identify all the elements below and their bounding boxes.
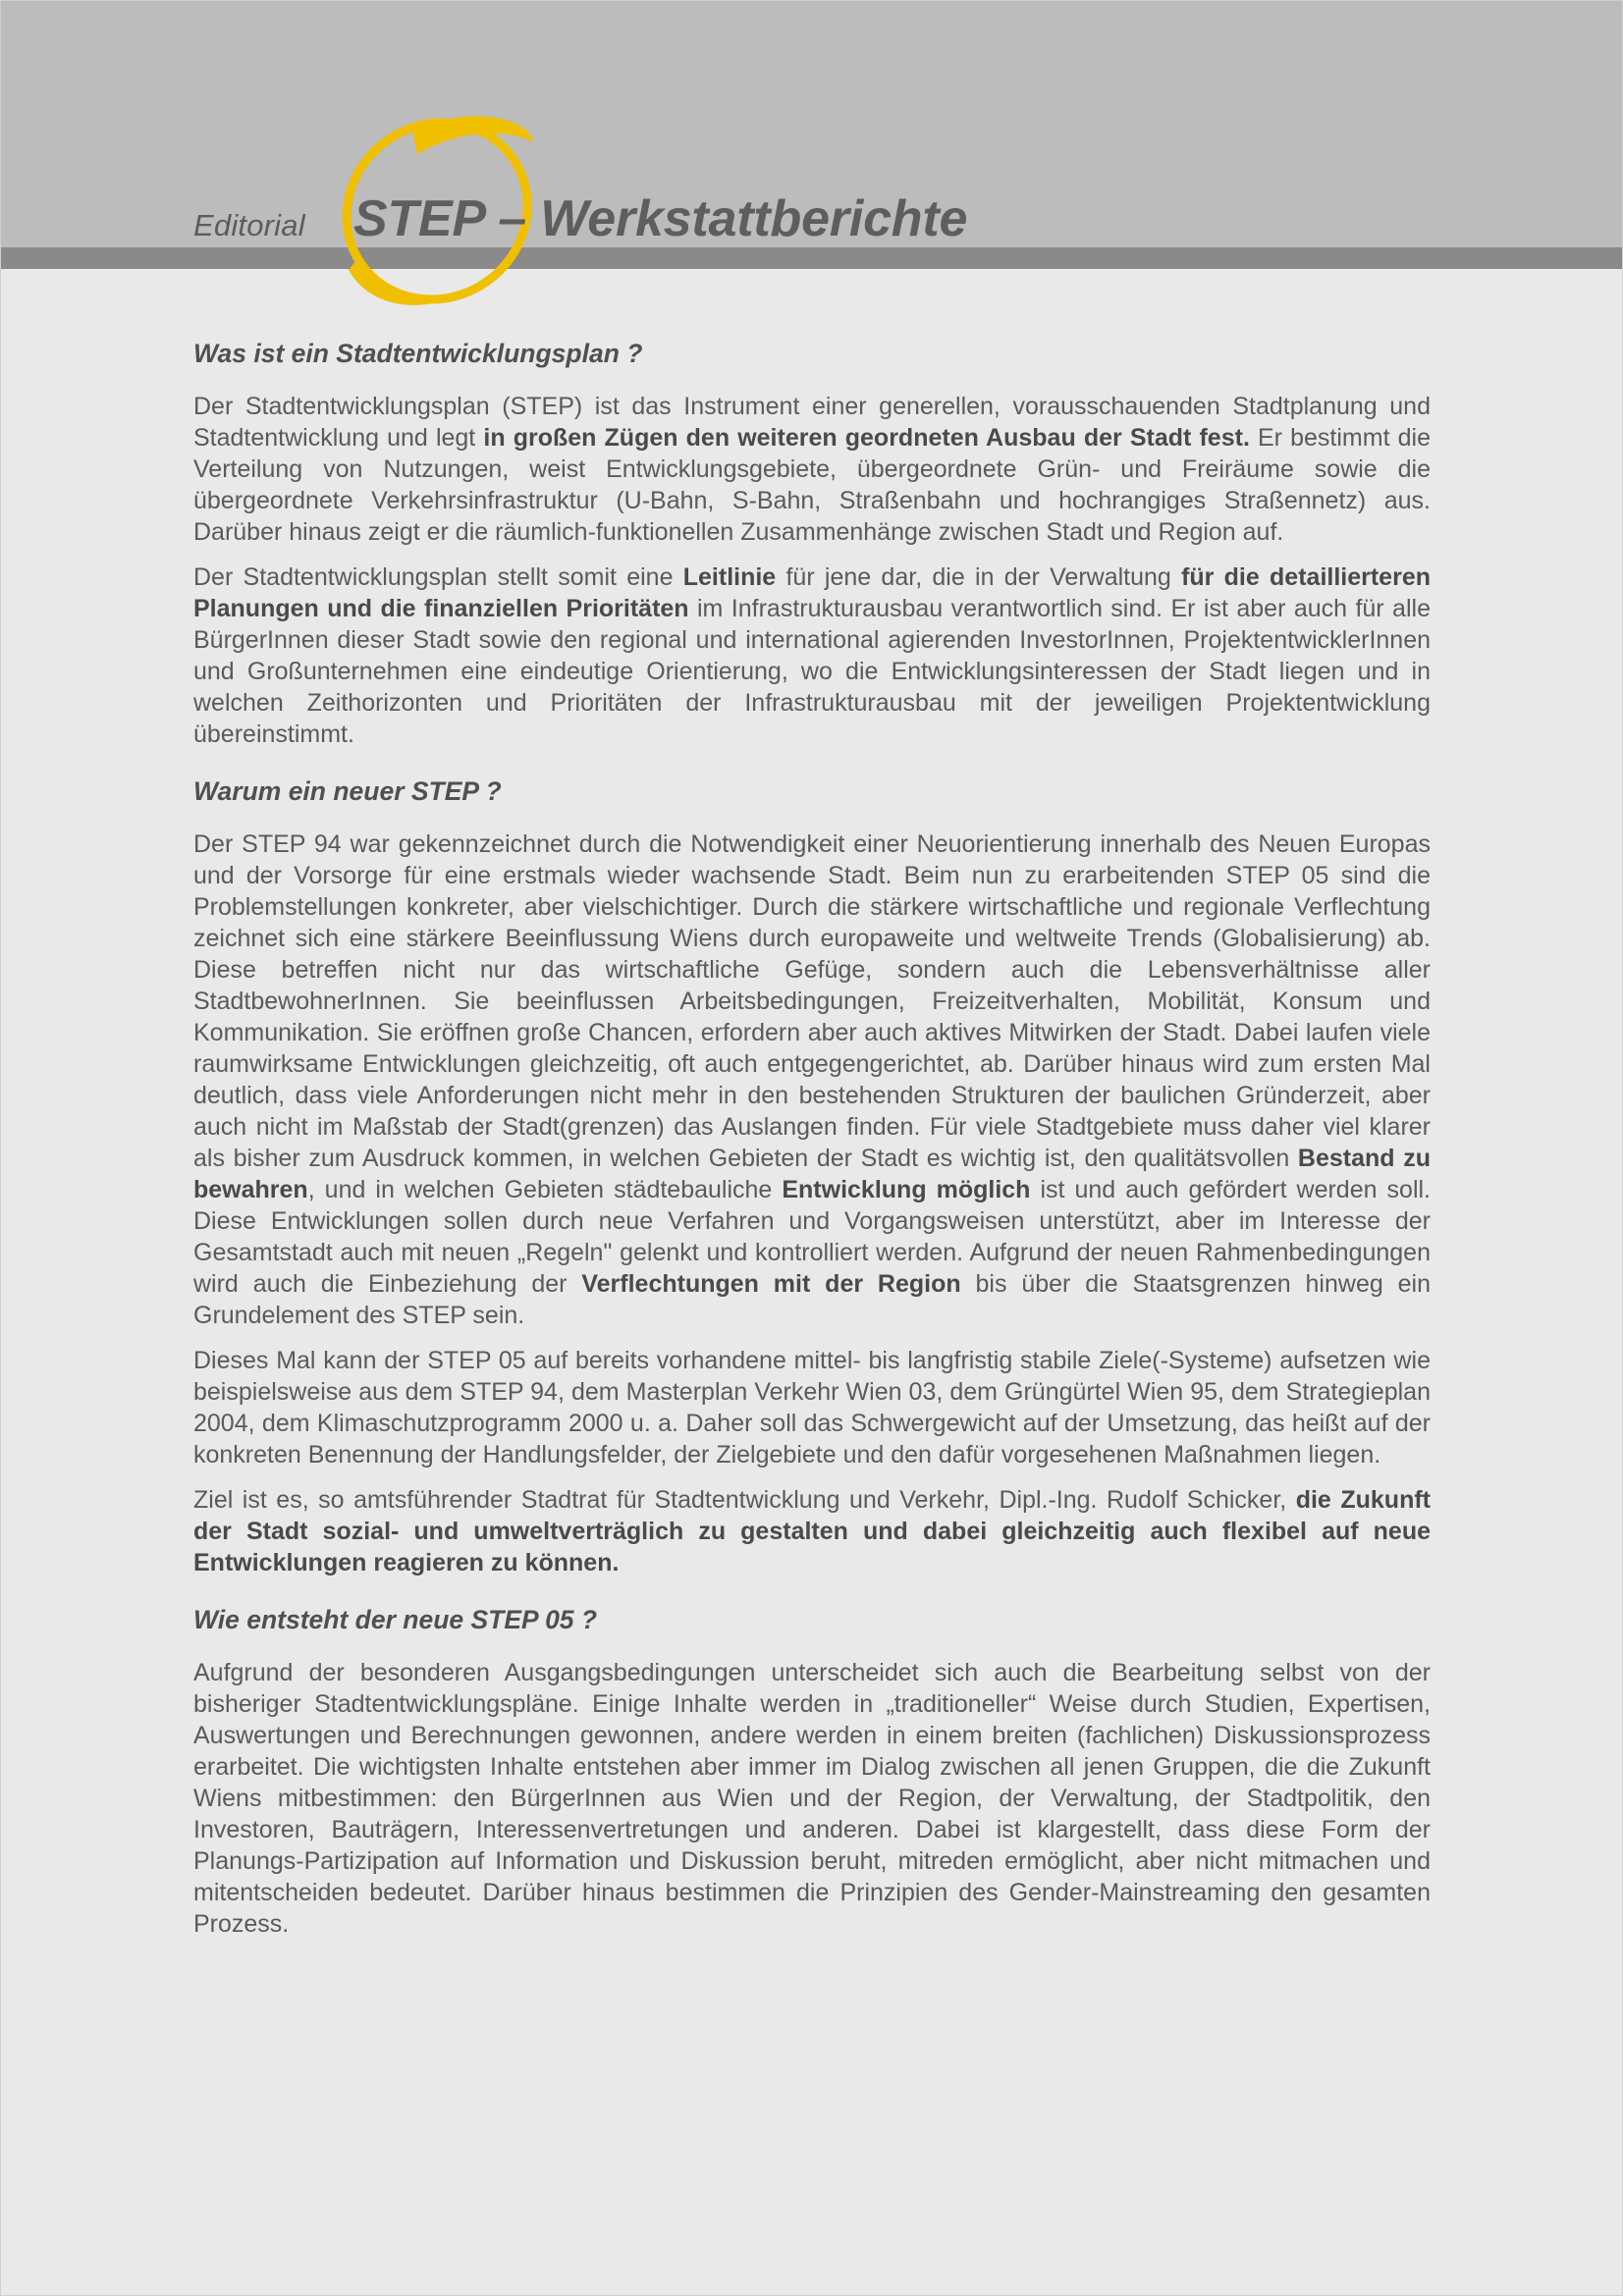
- paragraph: Der STEP 94 war gekennzeichnet durch die Notwendigkeit einer Neuorientierung innerhalb des Neuen Europas und der Vorsorge für eine erstmals wieder wachsende Stadt. Beim nun zu erarbeitenden STEP 05 sind die Problemstellungen konkreter, aber vielschichtiger. Durch die stärkere wirtschaftliche und regionale Verflechtung zeichnet sich eine stärkere Beeinflussung Wiens durch europaweite und weltweite Trends (Globalisierung) ab. Diese betreffen nicht nur das wirtschaftliche Gefüge, sondern auch die Lebensverhältnisse aller StadtbewohnerInnen. Sie beeinflussen Arbeitsbedingungen, Freizeitverhalten, Mobilität, Konsum und Kommunikation. Sie eröffnen große Chancen, erfordern aber auch aktives Mitwirken der Stadt. Dabei laufen viele raumwirksame Entwicklungen gleichzeitig, oft auch entgegengerichtet, ab. Darüber hinaus wird zum ersten Mal deutlich, dass viele Anforderungen nicht mehr in den bestehenden Strukturen der baulichen Gründerzeit, aber auch nicht im Maßstab der Stadt(grenzen) das Auslangen finden. Für viele Stadtgebiete muss daher viel klarer als bisher zum Ausdruck kommen, in welchen Gebieten der Stadt es wichtig ist, den qualitätsvollen Bestand zu bewahren, und in welchen Gebieten städtebauliche Entwicklung möglich ist und auch gefördert werden soll. Diese Entwicklungen sollen durch neue Verfahren und Vorgangsweisen unterstützt, aber im Interesse der Gesamtstadt auch mit neuen „Regeln" gelenkt und kontrolliert werden. Aufgrund der neuen Rahmenbedingungen wird auch die Einbeziehung der Verflechtungen mit der Region bis über die Staatsgrenzen hinweg ein Grundelement des STEP sein.: [193, 830, 1431, 1329]
- article-body: [193, 338, 1431, 1953]
- section-heading: Warum ein neuer STEP ?: [193, 776, 502, 806]
- header-stripe: [0, 247, 1623, 269]
- paragraph: Dieses Mal kann der STEP 05 auf bereits vorhandene mittel- bis langfristig stabile Ziele(-Systeme) aufsetzen wie beispielsweise aus dem STEP 94, dem Masterplan Verkehr Wien 03, dem Grüngürtel Wien 95, dem Strategieplan 2004, dem Klimaschutzprogramm 2000 u. a. Daher soll das Schwergewicht auf der Umsetzung, das heißt auf der konkreten Benennung der Handlungsfelder, der Zielgebiete und den dafür vorgesehenen Maßnahmen liegen.: [193, 1347, 1431, 1468]
- header-label: Editorial: [193, 208, 305, 242]
- paragraph: Der Stadtentwicklungsplan (STEP) ist das Instrument einer generellen, vorausschauenden Stadtplanung und Stadtentwicklung und legt in großen Zügen den weiteren geordneten Ausbau der Stadt fest. Er bestimmt die Verteilung von Nutzungen, weist Entwicklungsgebiete, übergeordnete Grün- und Freiräume sowie die übergeordnete Verkehrsinfrastruktur (U-Bahn, S-Bahn, Straßenbahn und hochrangiges Straßennetz) aus. Darüber hinaus zeigt er die räumlich-funktionellen Zusammenhänge zwischen Stadt und Region auf.: [193, 393, 1432, 546]
- section-heading: Was ist ein Stadtentwicklungsplan ?: [193, 339, 643, 368]
- series-title: STEP – Werkstattberichte: [353, 190, 968, 247]
- paragraph: Aufgrund der besonderen Ausgangsbedingungen unterscheidet sich auch die Bearbeitung selbst von der bisheriger Stadtentwicklungspläne. Einige Inhalte werden in „traditioneller“ Weise durch Studien, Expertisen, Auswertungen und Berechnungen gewonnen, andere werden in einem breiten (fachlichen) Diskussionsprozess erarbeitet. Die wichtigsten Inhalte entstehen aber immer im Dialog zwischen all jenen Gruppen, die die Zukunft Wiens mitbestimmen: den BürgerInnen aus Wien und der Region, der Verwaltung, der Stadtpolitik, den Investoren, Bauträgern, Interessenvertretungen und anderen. Dabei ist klargestellt, dass diese Form der Planungs-Partizipation auf Information und Diskussion beruht, mitreden ermöglicht, aber nicht mitmachen und mitentscheiden bedeutet. Darüber hinaus bestimmen die Prinzipien des Gender-Mainstreaming den gesamten Prozess.: [193, 1659, 1431, 1938]
- paragraph: Der Stadtentwicklungsplan stellt somit eine Leitlinie für jene dar, die in der Verwaltung für die detaillierteren Planungen und die finanziellen Prioritäten im Infrastrukturausbau verantwortlich sind. Er ist aber auch für alle BürgerInnen dieser Stadt sowie den regional und international agierenden InvestorInnen, ProjektentwicklerInnen und Großunternehmen eine eindeutige Orientierung, wo die Entwicklungsinteressen der Stadt liegen und in welchen Zeithorizonten und Prioritäten der Infrastrukturausbau mit der jeweiligen Projektentwicklung übereinstimmt.: [193, 563, 1431, 748]
- paragraph: Ziel ist es, so amtsführender Stadtrat für Stadtentwicklung und Verkehr, Dipl.-Ing. Rudolf Schicker, die Zukunft der Stadt sozial- und umweltverträglich zu gestalten und dabei gleichzeitig auch flexibel auf neue Entwicklungen reagieren zu können.: [193, 1486, 1431, 1576]
- section-heading: Wie entsteht der neue STEP 05 ?: [193, 1605, 598, 1634]
